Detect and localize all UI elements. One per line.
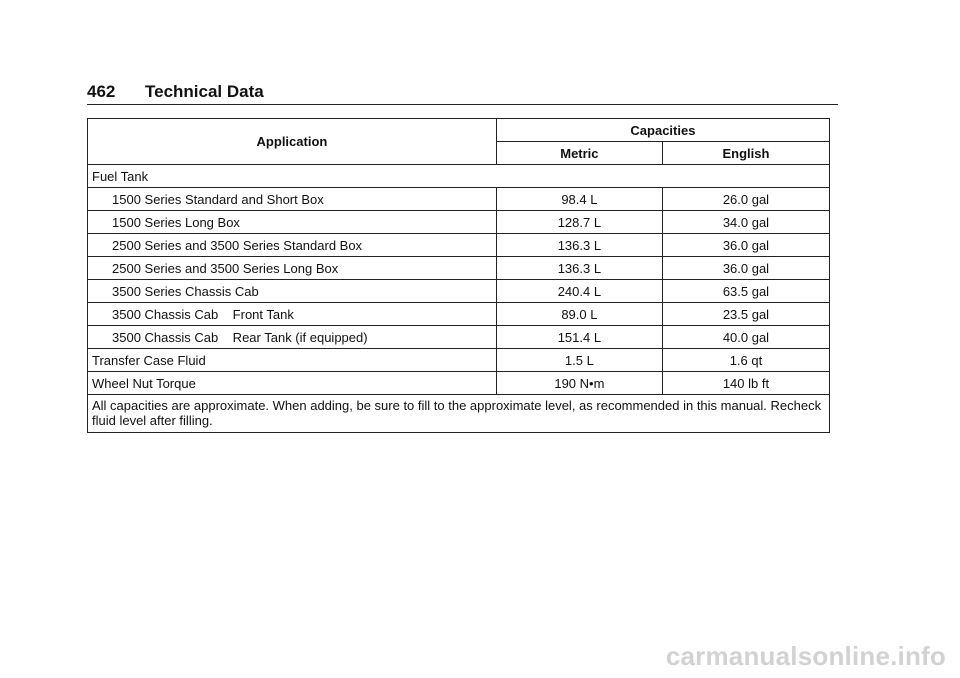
application-cell: Transfer Case Fluid [88, 349, 497, 372]
application-cell: 3500 Series Chassis Cab [88, 280, 497, 303]
english-cell: 63.5 gal [662, 280, 829, 303]
metric-cell: 136.3 L [496, 234, 662, 257]
application-cell: 1500 Series Standard and Short Box [88, 188, 497, 211]
table-row [88, 349, 830, 372]
table-row [88, 234, 830, 257]
metric-cell: 1.5 L [496, 349, 662, 372]
page-number: 462 [87, 82, 116, 101]
english-cell: 34.0 gal [662, 211, 829, 234]
table-row [88, 326, 830, 349]
english-cell: 36.0 gal [662, 234, 829, 257]
metric-cell: 151.4 L [496, 326, 662, 349]
table-row [88, 372, 830, 395]
table-header-row [88, 119, 830, 142]
metric-cell: 128.7 L [496, 211, 662, 234]
note-row [88, 395, 830, 433]
metric-cell: 190 N•m [496, 372, 662, 395]
section-title: Technical Data [145, 82, 264, 101]
application-cell: Wheel Nut Torque [88, 372, 497, 395]
table-row [88, 257, 830, 280]
table-row [88, 211, 830, 234]
capacities-note: All capacities are approximate. When adding, be sure to fill to the approximate level, as recommended in this manual. Recheck fluid level after filling. [88, 395, 830, 433]
table-row [88, 188, 830, 211]
english-cell: 140 lb ft [662, 372, 829, 395]
fuel-tank-label: Fuel Tank [88, 165, 830, 188]
page-header [87, 82, 838, 105]
metric-cell: 98.4 L [496, 188, 662, 211]
english-cell: 23.5 gal [662, 303, 829, 326]
english-header: English [662, 142, 829, 165]
table-row [88, 280, 830, 303]
application-cell: 1500 Series Long Box [88, 211, 497, 234]
english-cell: 26.0 gal [662, 188, 829, 211]
capacities-header: Capacities [496, 119, 829, 142]
application-cell: 3500 Chassis Cab Front Tank [88, 303, 497, 326]
english-cell: 40.0 gal [662, 326, 829, 349]
watermark: carmanualsonline.info [665, 641, 946, 671]
capacities-table [87, 118, 830, 433]
application-cell: 2500 Series and 3500 Series Standard Box [88, 234, 497, 257]
metric-cell: 136.3 L [496, 257, 662, 280]
application-cell: 3500 Chassis Cab Rear Tank (if equipped) [88, 326, 497, 349]
metric-cell: 240.4 L [496, 280, 662, 303]
application-header: Application [88, 119, 497, 165]
english-cell: 36.0 gal [662, 257, 829, 280]
metric-header: Metric [496, 142, 662, 165]
table-row [88, 303, 830, 326]
fuel-tank-section-row [88, 165, 830, 188]
metric-cell: 89.0 L [496, 303, 662, 326]
english-cell: 1.6 qt [662, 349, 829, 372]
application-cell: 2500 Series and 3500 Series Long Box [88, 257, 497, 280]
